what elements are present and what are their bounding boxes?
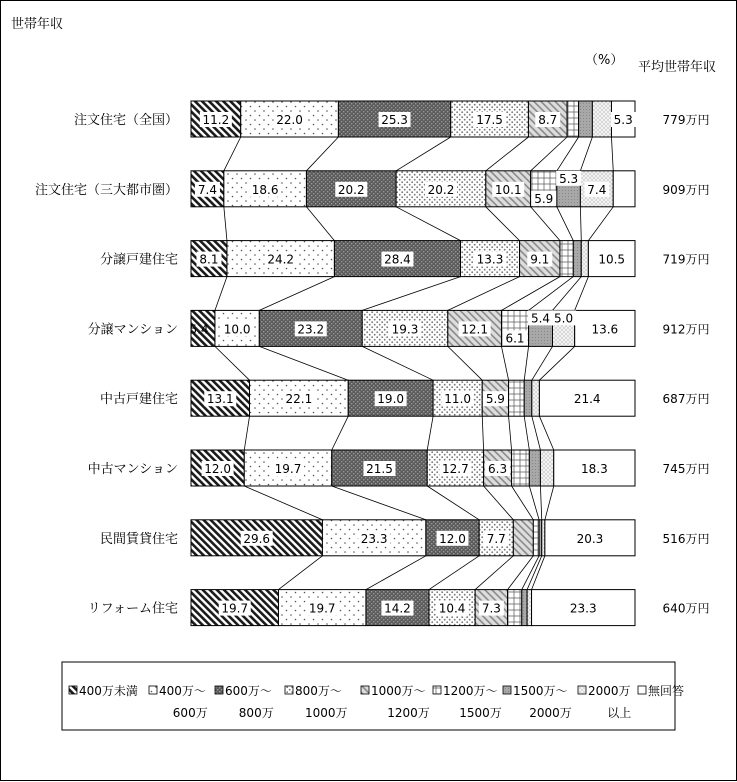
value-label: 29.6 <box>243 531 271 546</box>
unit-label: （%） <box>585 53 624 68</box>
average-income-label: 640万円 <box>662 601 710 616</box>
connector-line <box>532 346 553 380</box>
legend-box <box>62 662 675 730</box>
bar-segment-1-8 <box>592 101 611 137</box>
value-label: 7.7 <box>486 531 506 546</box>
bar-segment-6-7 <box>529 450 540 486</box>
value-label: 24.2 <box>267 252 295 267</box>
category-label: 中古戸建住宅 <box>99 392 178 408</box>
average-income-label: 909万円 <box>662 182 710 197</box>
legend-swatch <box>69 686 77 694</box>
value-label: 5.4 <box>189 322 209 337</box>
average-column-header: 平均世帯年収 <box>638 60 717 75</box>
connector-line <box>427 486 479 520</box>
connector-line <box>532 416 541 450</box>
connector-line <box>482 416 483 450</box>
average-values <box>663 113 710 616</box>
value-label: 12.7 <box>442 462 469 476</box>
legend-label: 1500万～ <box>513 684 568 698</box>
legend-label-line2: 1000万 <box>304 706 348 720</box>
value-label: 18.3 <box>581 462 608 476</box>
connector-line <box>366 556 426 590</box>
value-label: 5.3 <box>559 171 579 186</box>
connector-line <box>215 277 227 311</box>
value-label: 5.9 <box>534 191 554 206</box>
connector-line <box>306 137 338 171</box>
category-label: 中古マンション <box>87 462 178 477</box>
connector-line <box>580 137 592 171</box>
average-income-label: 516万円 <box>662 531 710 546</box>
legend-label-line2: 800万 <box>238 706 274 720</box>
value-label: 7.3 <box>481 601 501 616</box>
bar-segment-5-6 <box>509 380 525 416</box>
legend-swatch <box>503 686 511 694</box>
value-label: 11.2 <box>202 113 230 127</box>
value-label: 20.2 <box>427 182 455 197</box>
connector-line <box>278 556 322 590</box>
value-label: 10.1 <box>494 182 522 197</box>
connector-line <box>362 277 460 311</box>
legend-label-line2: 1200万 <box>387 706 430 720</box>
connector-line <box>529 486 539 520</box>
category-label: リフォーム住宅 <box>87 601 178 617</box>
value-label: 19.7 <box>274 462 302 476</box>
legend-label: 2000万 <box>588 684 631 698</box>
bar-segment-1-6 <box>567 101 579 137</box>
bar-segment-6-8 <box>540 450 553 486</box>
legend-label: 1200万～ <box>443 684 498 698</box>
connector-line <box>509 416 512 450</box>
value-label: 10.4 <box>438 601 466 616</box>
legend-label: 無回答 <box>648 684 685 698</box>
value-label: 12.1 <box>461 322 489 337</box>
category-labels <box>35 113 178 617</box>
legend-label: 400万未満 <box>79 684 138 698</box>
connector-line <box>501 346 508 380</box>
connector-line <box>224 137 241 171</box>
connector-line <box>532 556 545 590</box>
legend-label: 800万～ <box>295 684 342 698</box>
value-label: 13.6 <box>591 322 619 337</box>
connector-line <box>588 207 613 241</box>
connector-line <box>427 416 433 450</box>
value-label: 12.0 <box>439 531 466 546</box>
legend-swatch <box>578 686 586 694</box>
bar-segment-8-7 <box>522 590 527 626</box>
bar-segment-2-9 <box>613 171 635 207</box>
category-label: 注文住宅（全国） <box>73 113 178 128</box>
value-label: 9.1 <box>530 252 550 267</box>
connector-line <box>332 416 348 450</box>
value-label: 5.4 <box>530 311 551 326</box>
chart-title: 世帯年収 <box>11 17 64 32</box>
value-label: 25.3 <box>381 113 408 127</box>
average-income-label: 912万円 <box>662 322 710 337</box>
bar-segment-7-5 <box>513 520 533 556</box>
connector-line <box>524 416 529 450</box>
connector-line <box>448 346 482 380</box>
connector-line <box>244 416 249 450</box>
category-label: 注文住宅（三大都市圏） <box>34 182 178 198</box>
bar-segment-7-6 <box>533 520 539 556</box>
connector-line <box>244 486 322 520</box>
legend-label-line2: 600万 <box>172 706 208 720</box>
legend-swatch <box>638 686 646 694</box>
value-label: 21.5 <box>366 462 393 476</box>
legend-swatch <box>285 686 293 694</box>
category-label: 分譲マンション <box>87 322 178 338</box>
legend-label: 1000万～ <box>371 684 426 698</box>
legend-swatch <box>361 686 369 694</box>
value-label: 8.7 <box>538 113 558 127</box>
connector-line <box>259 346 348 380</box>
bar-segment-6-6 <box>512 450 530 486</box>
connector-line <box>224 207 227 241</box>
connector-line <box>611 137 613 171</box>
value-label: 7.4 <box>587 182 607 197</box>
value-label: 5.9 <box>485 392 505 407</box>
connector-line <box>486 207 520 241</box>
connector-line <box>486 137 529 171</box>
connector-line <box>531 137 567 171</box>
value-label: 6.3 <box>488 462 508 476</box>
connector-line <box>522 556 539 590</box>
bar-segment-3-7 <box>573 241 581 277</box>
value-label: 20.3 <box>576 531 604 546</box>
legend-label-line2: 2000万 <box>529 706 572 720</box>
legend-label: 400万～ <box>159 684 206 698</box>
connector-line <box>259 277 334 311</box>
value-label: 5.3 <box>613 113 633 127</box>
connector-line <box>475 556 513 590</box>
connector-line <box>539 346 574 380</box>
value-label: 8.1 <box>199 252 219 267</box>
bar-segment-8-8 <box>527 590 531 626</box>
category-label: 民間賃貸住宅 <box>99 531 178 547</box>
legend-label-line2: 1500万 <box>459 706 502 720</box>
stacked-bar-chart <box>1 1 737 782</box>
legend-swatch <box>149 686 157 694</box>
connector-line <box>215 346 250 380</box>
value-label: 19.7 <box>308 601 336 616</box>
connector-line <box>396 137 451 171</box>
bar-segment-1-7 <box>579 101 593 137</box>
value-label: 23.3 <box>569 601 597 616</box>
connector-line <box>484 486 514 520</box>
value-label: 13.1 <box>206 392 234 407</box>
value-label: 5.0 <box>554 311 574 326</box>
connector-line <box>448 277 520 311</box>
value-label: 22.1 <box>285 392 313 407</box>
average-income-label: 687万円 <box>662 392 710 407</box>
value-label: 7.4 <box>197 182 217 197</box>
value-label: 19.0 <box>377 392 405 407</box>
connector-line <box>557 207 573 241</box>
value-label: 12.0 <box>204 462 231 476</box>
connector-line <box>540 486 541 520</box>
connector-line <box>580 207 581 241</box>
bar-segment-3-6 <box>560 241 573 277</box>
average-income-label: 719万円 <box>662 252 710 267</box>
value-label: 10.5 <box>598 252 626 267</box>
value-label: 10.0 <box>223 322 251 337</box>
value-label: 22.0 <box>276 113 303 127</box>
value-label: 21.4 <box>573 392 601 407</box>
value-label: 6.1 <box>505 331 525 346</box>
value-label: 23.3 <box>360 531 388 546</box>
legend-swatch <box>433 686 441 694</box>
connector-line <box>512 486 534 520</box>
connector-line <box>524 346 528 380</box>
average-income-label: 779万円 <box>662 113 710 127</box>
average-income-label: 745万円 <box>662 462 710 476</box>
connector-line <box>545 486 554 520</box>
connector-line <box>429 556 479 590</box>
bar-segment-5-7 <box>524 380 532 416</box>
value-label: 14.2 <box>384 601 411 616</box>
value-label: 28.4 <box>384 252 411 267</box>
value-label: 23.2 <box>297 322 325 337</box>
value-label: 18.6 <box>251 182 279 197</box>
value-label: 20.2 <box>337 182 365 197</box>
bar-segment-3-8 <box>581 241 588 277</box>
connector-line <box>362 346 433 380</box>
legend-label-line2: 以上 <box>607 706 632 720</box>
value-label: 19.3 <box>391 322 419 337</box>
category-label: 分譲戸建住宅 <box>99 252 178 268</box>
value-label: 11.0 <box>444 392 472 407</box>
connector-line <box>396 207 460 241</box>
value-label: 13.3 <box>476 252 504 267</box>
connector-line <box>539 416 553 450</box>
legend-swatch <box>215 686 223 694</box>
value-label: 17.5 <box>476 113 503 127</box>
connector-line <box>306 207 334 241</box>
connector-line <box>557 137 579 171</box>
value-label: 19.7 <box>221 601 249 616</box>
connector-line <box>332 486 426 520</box>
connector-line <box>531 207 560 241</box>
legend-label: 600万～ <box>225 684 272 698</box>
bar-segment-8-6 <box>508 590 522 626</box>
bar-segment-5-8 <box>532 380 540 416</box>
